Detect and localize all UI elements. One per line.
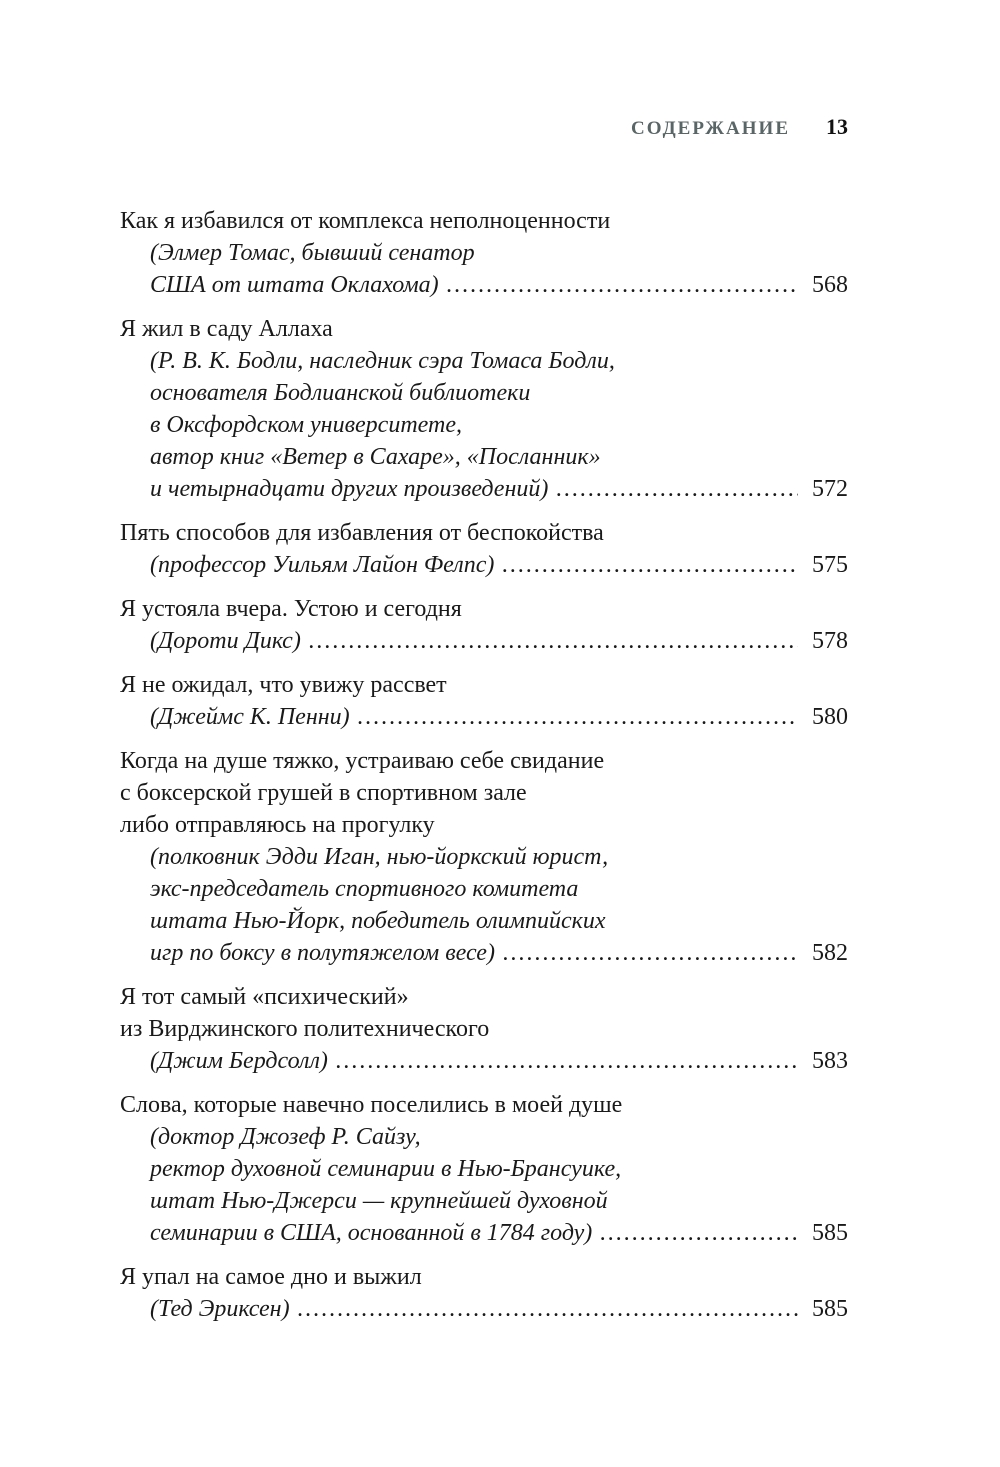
toc-entry-page[interactable]: 585 xyxy=(812,1220,848,1246)
toc-entry-title: Слова, которые навечно поселились в моей душе xyxy=(120,1092,623,1118)
toc-entry-last-line xyxy=(120,473,848,505)
toc-entry[interactable] xyxy=(120,1261,848,1325)
dot-leader xyxy=(336,1045,798,1077)
toc-entry-author: (доктор Джозеф Р. Сайзу, xyxy=(150,1124,421,1150)
dot-leader xyxy=(600,1217,798,1249)
toc-entry-last-line xyxy=(120,937,848,969)
toc-entry-last-line xyxy=(120,701,848,733)
toc-entry[interactable] xyxy=(120,205,848,301)
toc-entry-author: игр по боксу в полутяжелом весе) xyxy=(150,940,495,966)
toc-entry-page[interactable]: 583 xyxy=(812,1048,848,1074)
dot-leader xyxy=(503,937,798,969)
table-of-contents xyxy=(120,205,848,1337)
toc-entry-author: (профессор Уильям Лайон Фелпс) xyxy=(150,552,495,578)
toc-entry-last-line xyxy=(120,269,848,301)
toc-entry-title: Я упал на самое дно и выжил xyxy=(120,1264,422,1290)
toc-entry-author: экс-председатель спортивного комитета xyxy=(150,876,579,902)
dot-leader xyxy=(556,473,798,505)
dot-leader xyxy=(447,269,798,301)
toc-entry-author: штата Нью-Йорк, победитель олимпийских xyxy=(150,908,606,934)
toc-entry-author: (Тед Эриксен) xyxy=(150,1296,290,1322)
toc-entry-last-line xyxy=(120,625,848,657)
toc-entry-last-line xyxy=(120,1045,848,1077)
toc-entry[interactable] xyxy=(120,1089,848,1249)
toc-entry-author: (полковник Эдди Иган, нью-йоркский юрист, xyxy=(150,844,609,870)
toc-entry-author: США от штата Оклахома) xyxy=(150,272,439,298)
toc-entry-author: в Оксфордском университете, xyxy=(150,412,462,438)
toc-entry-author: семинарии в США, основанной в 1784 году) xyxy=(150,1220,593,1246)
toc-entry-title: Я жил в саду Аллаха xyxy=(120,316,333,342)
toc-entry-title: либо отправляюсь на прогулку xyxy=(120,812,435,838)
toc-entry[interactable] xyxy=(120,745,848,969)
toc-entry-title: из Вирджинского политехнического xyxy=(120,1016,490,1042)
toc-entry-author: (Джеймс К. Пенни) xyxy=(150,704,350,730)
toc-entry-page[interactable]: 578 xyxy=(812,628,848,654)
toc-entry-title: с боксерской грушей в спортивном зале xyxy=(120,780,527,806)
toc-entry-title: Я устояла вчера. Устою и сегодня xyxy=(120,596,462,622)
toc-entry-title: Пять способов для избавления от беспокойства xyxy=(120,520,604,546)
toc-entry[interactable] xyxy=(120,517,848,581)
toc-entry-title: Я не ожидал, что увижу рассвет xyxy=(120,672,447,698)
toc-entry-author: (Р. В. К. Бодли, наследник сэра Томаса Бодли, xyxy=(150,348,615,374)
toc-entry-title: Как я избавился от комплекса неполноценности xyxy=(120,208,611,234)
toc-entry-page[interactable]: 575 xyxy=(812,552,848,578)
toc-entry-last-line xyxy=(120,1217,848,1249)
toc-entry-author: (Дороти Дикс) xyxy=(150,628,301,654)
toc-entry[interactable] xyxy=(120,669,848,733)
toc-entry-page[interactable]: 572 xyxy=(812,476,848,502)
running-header-title: СОДЕРЖАНИЕ xyxy=(631,118,790,139)
toc-entry-page[interactable]: 580 xyxy=(812,704,848,730)
toc-entry-last-line xyxy=(120,549,848,581)
toc-entry-page[interactable]: 585 xyxy=(812,1296,848,1322)
toc-entry-last-line xyxy=(120,1293,848,1325)
toc-entry-title: Когда на душе тяжко, устраиваю себе свидание xyxy=(120,748,605,774)
toc-entry-author: и четырнадцати других произведений) xyxy=(150,476,549,502)
dot-leader xyxy=(309,625,798,657)
dot-leader xyxy=(502,549,798,581)
running-header xyxy=(631,114,848,140)
toc-entry-page[interactable]: 582 xyxy=(812,940,848,966)
toc-entry-author: (Джим Бердсолл) xyxy=(150,1048,328,1074)
toc-entry-page[interactable]: 568 xyxy=(812,272,848,298)
toc-entry-author: ректор духовной семинарии в Нью-Брансуике, xyxy=(150,1156,622,1182)
toc-entry-author: (Элмер Томас, бывший сенатор xyxy=(150,240,475,266)
dot-leader xyxy=(358,701,798,733)
dot-leader xyxy=(298,1293,798,1325)
page-number: 13 xyxy=(826,114,848,139)
toc-entry[interactable] xyxy=(120,313,848,505)
toc-entry[interactable] xyxy=(120,593,848,657)
toc-entry-title: Я тот самый «психический» xyxy=(120,984,409,1010)
toc-entry-author: автор книг «Ветер в Сахаре», «Посланник» xyxy=(150,444,601,470)
toc-entry[interactable] xyxy=(120,981,848,1077)
toc-entry-author: штат Нью-Джерси — крупнейшей духовной xyxy=(150,1188,608,1214)
toc-entry-author: основателя Бодлианской библиотеки xyxy=(150,380,531,406)
